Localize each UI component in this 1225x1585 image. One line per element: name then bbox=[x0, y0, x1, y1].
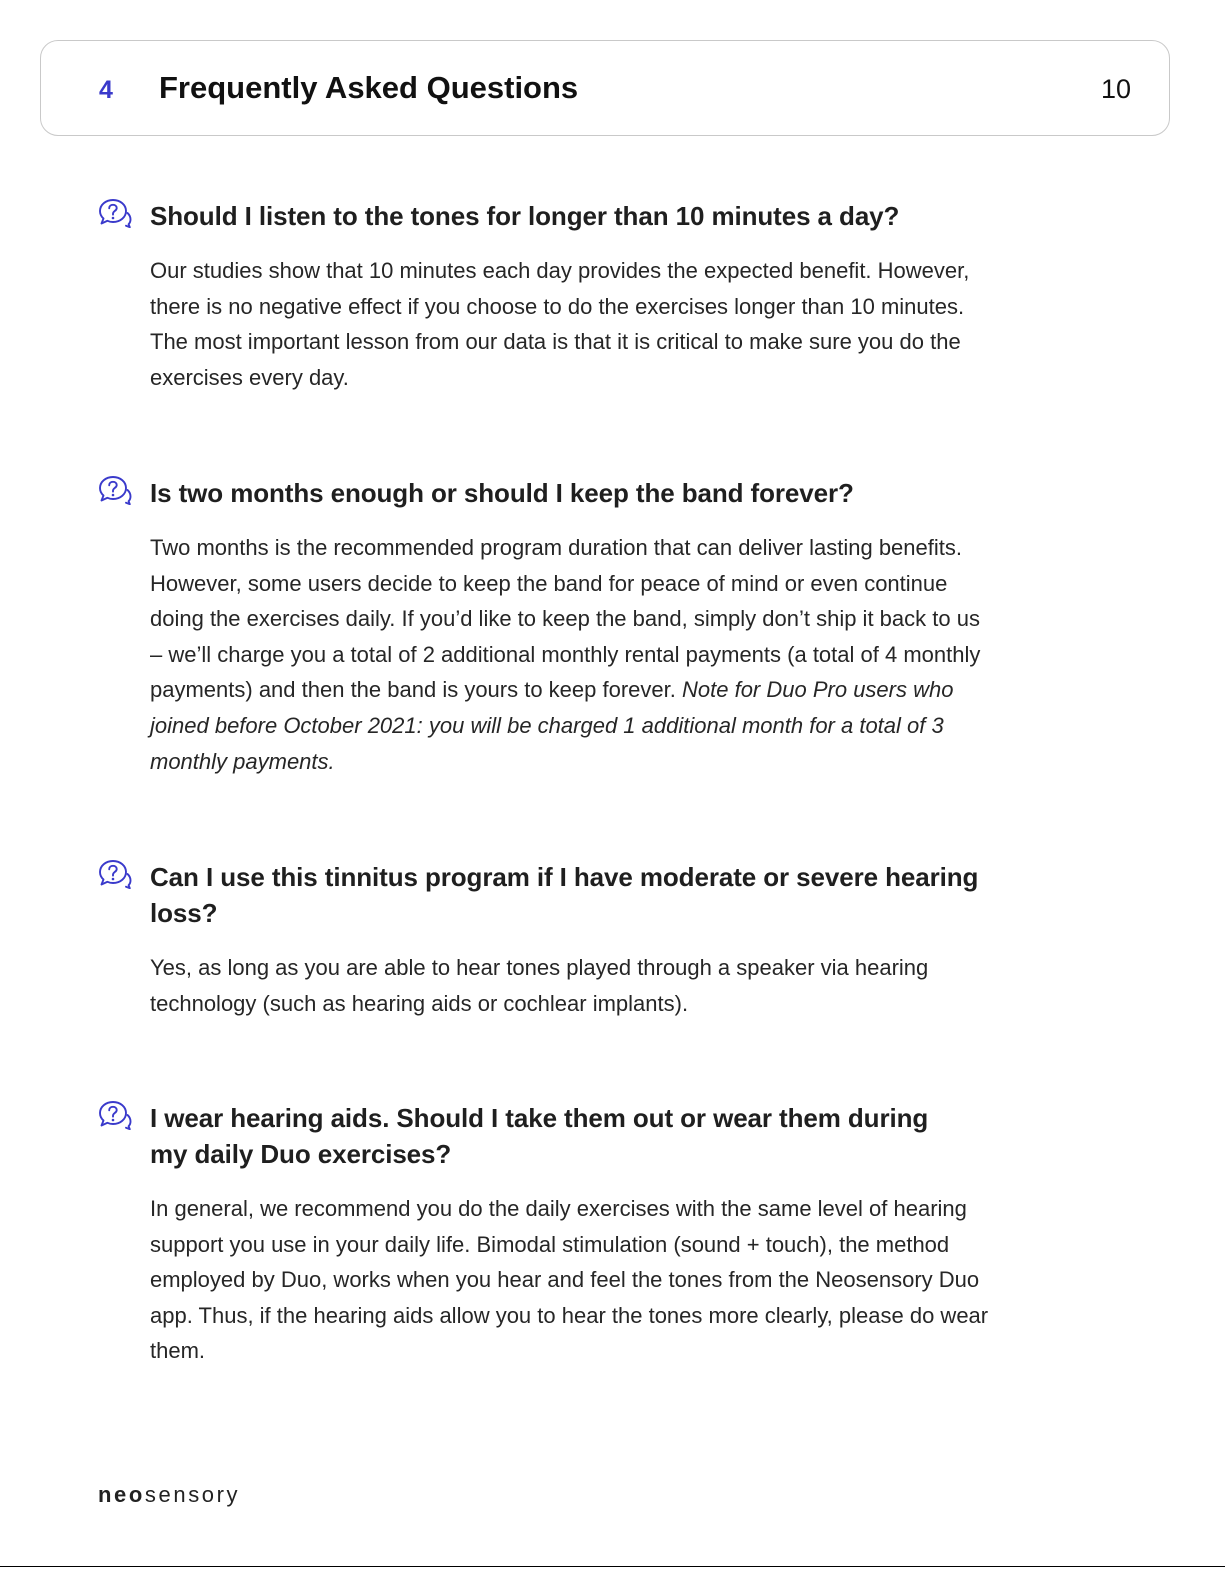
question-bubble-icon bbox=[98, 859, 132, 889]
faq-question: I wear hearing aids. Should I take them out or wear them during my daily Duo exercises? bbox=[150, 1103, 929, 1169]
faq-answer-text: Two months is the recommended program duration that can deliver lasting benefits. However, some users decide to keep the band for peace of mind or even continue doing the exercises daily. If you’d like to keep the band, simply don’t ship it back to us – we’ll charge you a total of 2 additional monthly rental payments (a total of 4 monthly payments) and then the band is yours to keep forever. bbox=[150, 535, 981, 703]
question-bubble-icon bbox=[98, 475, 132, 505]
faq-question: Is two months enough or should I keep the band forever? bbox=[150, 478, 854, 508]
faq-answer-text: Yes, as long as you are able to hear tones played through a speaker via hearing technology (such as hearing aids or cochlear implants). bbox=[150, 955, 929, 1016]
brand-logo-bold: neo bbox=[98, 1482, 145, 1507]
page-title: Frequently Asked Questions bbox=[159, 70, 579, 105]
faq-question: Can I use this tinnitus program if I have moderate or severe hearing loss? bbox=[150, 862, 979, 928]
faq-answer bbox=[150, 530, 995, 779]
section-number: 4 bbox=[99, 76, 113, 104]
faq-answer-note: Note for Duo Pro users who joined before October 2021: you will be charged 1 additional month for a total of 3 monthly payments. bbox=[150, 677, 954, 774]
page-bottom-rule bbox=[0, 1566, 1225, 1567]
faq-answer bbox=[150, 253, 995, 395]
faq-answer-text: Our studies show that 10 minutes each day provides the expected benefit. However, there is no negative effect if you choose to do the exercises longer than 10 minutes. The most important lesson from our data is that it is critical to make sure you do the exercises every day. bbox=[150, 258, 970, 390]
question-bubble-icon bbox=[98, 1100, 132, 1130]
faq-answer bbox=[150, 950, 995, 1021]
page-number: 10 bbox=[1100, 74, 1131, 104]
faq-answer bbox=[150, 1191, 995, 1369]
brand-logo-light: sensory bbox=[144, 1482, 241, 1507]
faq-answer-text: In general, we recommend you do the daily exercises with the same level of hearing support you use in your daily life. Bimodal stimulation (sound + touch), the method employed by Duo, works when you hear and feel the tones from the Neosensory Duo app. Thus, if the hearing aids allow you to hear the tones more clearly, please do wear them. bbox=[150, 1196, 989, 1364]
section-header bbox=[40, 40, 1170, 136]
brand-logo bbox=[98, 1481, 240, 1509]
faq-question: Should I listen to the tones for longer than 10 minutes a day? bbox=[150, 201, 900, 231]
question-bubble-icon bbox=[98, 198, 132, 228]
